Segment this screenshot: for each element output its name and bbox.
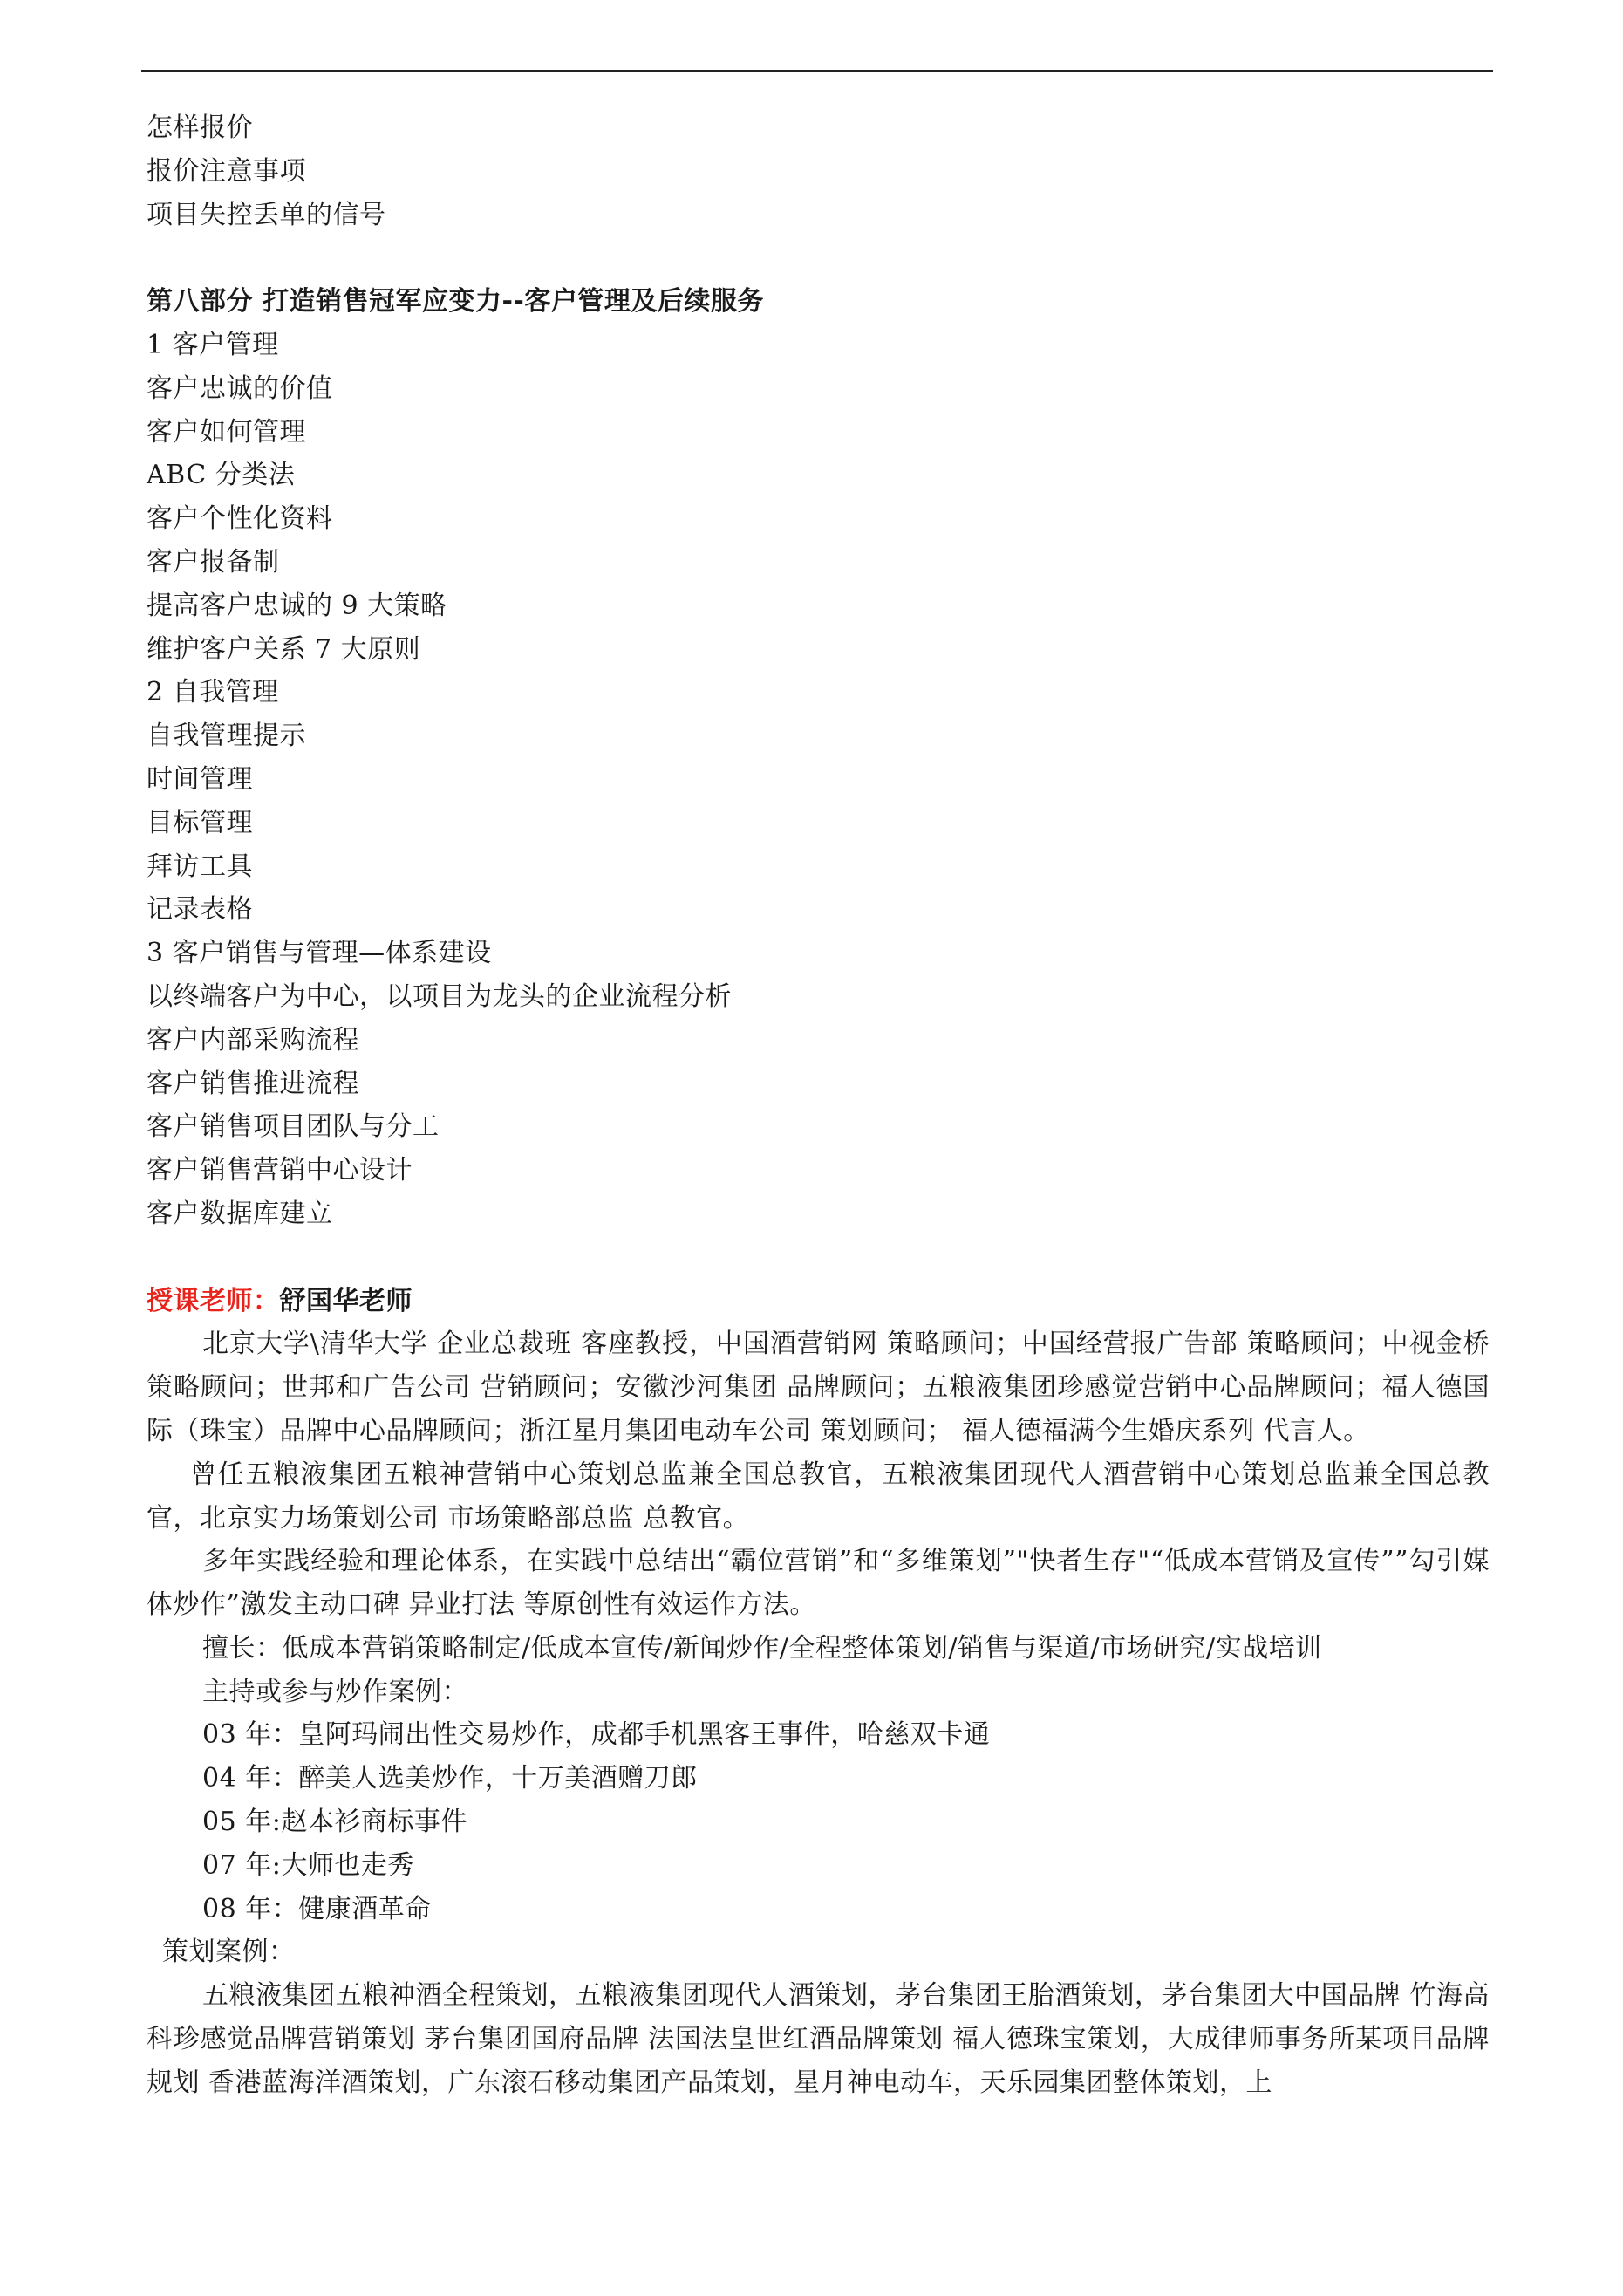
list-item: 项目失控丢单的信号 — [147, 199, 386, 230]
planning-heading: 策划案例： — [162, 1937, 296, 1968]
list-item: 目标管理 — [147, 807, 253, 838]
cases-heading: 主持或参与炒作案例： — [202, 1676, 468, 1707]
teacher-bio-paragraph: 北京大学\清华大学 企业总裁班 客座教授，中国酒营销网 策略顾问；中国经营报广告部 策略顾问；中视金桥 策略顾问；世邦和广告公司 营销顾问；安徽沙河集团 品牌顾问；五粮液集团珍感觉营销中心品牌顾问；福人德国际（珠宝）品牌中心品牌顾问；浙江星月集团电动车公司 策划顾问； 福人德福满今生婚庆系列 代言人。 — [147, 1329, 1490, 1446]
list-item: 客户报备制 — [147, 546, 280, 577]
list-item: 客户销售营销中心设计 — [147, 1155, 413, 1186]
list-item: 以终端客户为中心，以项目为龙头的企业流程分析 — [147, 981, 732, 1012]
list-item: 客户销售项目团队与分工 — [147, 1111, 440, 1143]
list-item: 记录表格 — [147, 894, 253, 926]
list-item: 2 自我管理 — [147, 677, 279, 708]
teacher-name: 舒国华老师 — [279, 1285, 413, 1316]
list-item: 3 客户销售与管理—体系建设 — [147, 938, 492, 969]
teacher-heading — [147, 1280, 1490, 1323]
list-item: 怎样报价 — [147, 113, 253, 143]
case-item: 08 年：健康酒革命 — [202, 1893, 432, 1924]
list-item: 客户如何管理 — [147, 416, 306, 448]
list-item: 自我管理提示 — [147, 721, 306, 752]
case-item: 05 年:赵本衫商标事件 — [202, 1807, 467, 1838]
list-item: 客户销售推进流程 — [147, 1068, 359, 1099]
planning-paragraph: 五粮液集团五粮神酒全程策划，五粮液集团现代人酒策划，茅台集团王胎酒策划，茅台集团大中国品牌 竹海高科珍感觉品牌营销策划 茅台集团国府品牌 法国法皇世红酒品牌策划 福人德珠宝策划，大成律师事务所某项目品牌规划 香港蓝海洋酒策划，广东滚石移动集团产品策划，星月神电动车，天乐园集团整体策划，上 — [147, 1980, 1490, 2098]
list-item: 维护客户关系 7 大原则 — [147, 633, 421, 665]
spacer — [147, 236, 1490, 280]
case-item: 07 年:大师也走秀 — [202, 1849, 414, 1881]
spacer — [147, 1236, 1490, 1280]
list-item: 提高客户忠诚的 9 大策略 — [147, 590, 447, 621]
list-item: 客户个性化资料 — [147, 503, 333, 535]
list-item: 客户忠诚的价值 — [147, 372, 333, 404]
list-item: 客户数据库建立 — [147, 1198, 333, 1229]
section-heading: 第八部分 打造销售冠军应变力--客户管理及后续服务 — [147, 286, 764, 318]
teacher-bio-paragraph: 曾任五粮液集团五粮神营销中心策划总监兼全国总教官，五粮液集团现代人酒营销中心策划总监兼全国总教官，北京实力场策划公司 市场策略部总监 总教官。 — [147, 1459, 1490, 1534]
list-item: ABC 分类法 — [147, 460, 296, 491]
teacher-label: 授课老师： — [147, 1285, 280, 1316]
header-rule — [141, 70, 1493, 72]
teacher-specialty: 擅长：低成本营销策略制定/低成本宣传/新闻炒作/全程整体策划/销售与渠道/市场研究/实战培训 — [202, 1632, 1322, 1664]
case-item: 04 年：醉美人选美炒作，十万美酒赠刀郎 — [202, 1763, 698, 1794]
case-item: 03 年：皇阿玛闹出性交易炒作，成都手机黑客王事件，哈慈双卡通 — [202, 1719, 991, 1751]
list-item: 1 客户管理 — [147, 329, 279, 360]
teacher-bio-paragraph: 多年实践经验和理论体系，在实践中总结出“霸位营销”和“多维策划”"快者生存"“低成本营销及宣传””勾引媒体炒作”激发主动口碑 异业打法 等原创性有效运作方法。 — [147, 1546, 1490, 1621]
list-item: 拜访工具 — [147, 851, 253, 882]
list-item: 时间管理 — [147, 763, 253, 795]
list-item: 客户内部采购流程 — [147, 1024, 359, 1056]
list-item: 报价注意事项 — [147, 155, 306, 187]
page-body — [147, 106, 1490, 2105]
